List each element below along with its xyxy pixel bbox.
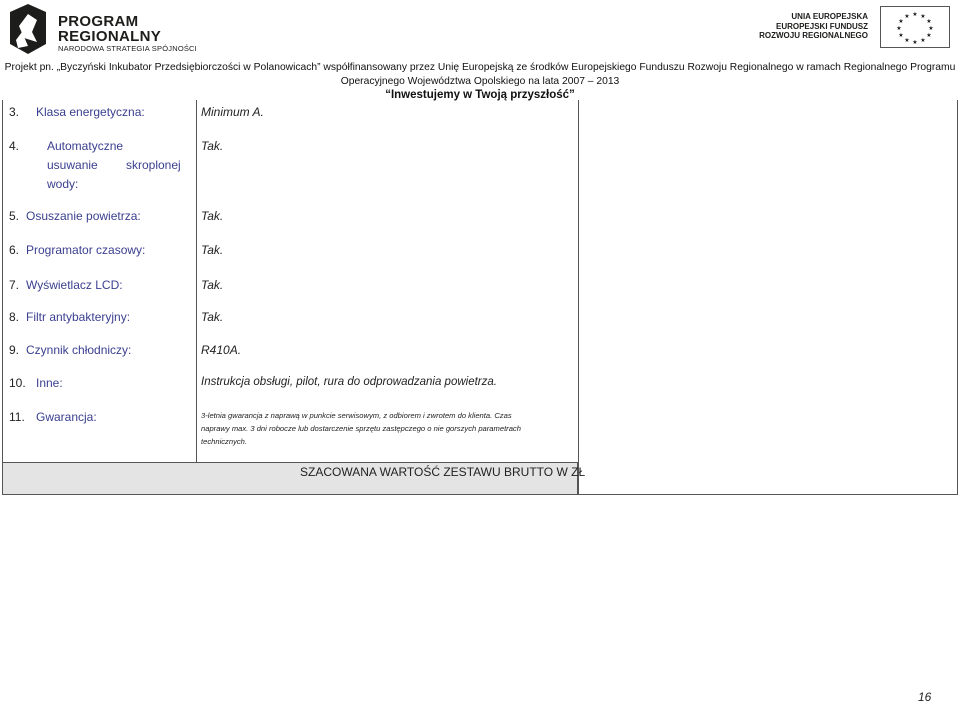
row-value: Instrukcja obsługi, pilot, rura do odprowadzania powietrza. bbox=[201, 376, 497, 388]
slogan: “Inwestujemy w Twoją przyszłość” bbox=[385, 89, 575, 101]
row-number: 7. bbox=[9, 278, 20, 292]
svg-text:★: ★ bbox=[926, 32, 932, 39]
row-number: 3. bbox=[9, 105, 20, 119]
row-number: 6. bbox=[9, 243, 20, 257]
table-divider-value bbox=[578, 100, 579, 495]
table-divider-label bbox=[196, 100, 197, 462]
row-label: Wyświetlacz LCD: bbox=[26, 278, 123, 292]
eu-logo-text: UNIA EUROPEJSKA EUROPEJSKI FUNDUSZ ROZWOJU REGIONALNEGO bbox=[759, 12, 868, 40]
svg-text:★: ★ bbox=[898, 18, 904, 25]
row-value: Tak. bbox=[201, 209, 224, 223]
row-value: Minimum A. bbox=[201, 105, 264, 119]
svg-text:★: ★ bbox=[896, 25, 902, 32]
svg-text:★: ★ bbox=[920, 13, 926, 20]
row-number: 10. bbox=[9, 376, 26, 390]
row-label: Czynnik chłodniczy: bbox=[26, 343, 132, 357]
page-number: 16 bbox=[918, 690, 932, 704]
table-border-left bbox=[2, 100, 3, 495]
row-label: Automatyczne bbox=[47, 139, 124, 153]
row-label: Klasa energetyczna: bbox=[36, 105, 145, 119]
svg-text:★: ★ bbox=[912, 11, 918, 18]
row-number: 8. bbox=[9, 310, 20, 324]
svg-text:★: ★ bbox=[926, 18, 932, 25]
svg-text:★: ★ bbox=[912, 39, 918, 46]
row-number: 11. bbox=[9, 410, 25, 424]
row-number: 9. bbox=[9, 343, 20, 357]
eu-flag-icon bbox=[880, 6, 950, 48]
svg-text:★: ★ bbox=[928, 25, 934, 32]
svg-text:★: ★ bbox=[898, 32, 904, 39]
strategy-logo-text: NARODOWA STRATEGIA SPÓJNOŚCI bbox=[58, 44, 197, 53]
row-number: 5. bbox=[9, 209, 20, 223]
project-description: Projekt pn. „Byczyński Inkubator Przedsiębiorczości w Polanowicach” współfinansowany przez Unię Europejską ze środków Europejskiego Funduszu Rozwoju Regionalnego w ramach Regionalnego Programu bbox=[4, 62, 956, 73]
table-border-bottom bbox=[578, 494, 958, 495]
row-value: Tak. bbox=[201, 243, 224, 257]
row-value: Tak. bbox=[201, 278, 224, 292]
svg-text:★: ★ bbox=[904, 13, 910, 20]
svg-text:★: ★ bbox=[904, 37, 910, 44]
program-regionalny-logo-icon bbox=[8, 2, 48, 56]
row-label: usuwanie bbox=[47, 158, 98, 172]
row-label: skroplonej bbox=[126, 158, 181, 172]
row-number: 4. bbox=[9, 139, 20, 153]
row-value: Tak. bbox=[201, 139, 224, 153]
row-label: Filtr antybakteryjny: bbox=[26, 310, 131, 324]
table-border-right bbox=[957, 100, 958, 495]
row-label: Inne: bbox=[36, 376, 63, 390]
svg-text:★: ★ bbox=[920, 37, 926, 44]
row-label: Programator czasowy: bbox=[26, 243, 146, 257]
project-description-line2: Operacyjnego Województwa Opolskiego na lata 2007 – 2013 bbox=[340, 76, 620, 87]
row-value: 3-letnia gwarancja z naprawą w punkcie serwisowym, z odbiorem i zwrotem do klienta. Czas naprawy max. 3 dni robocze lub dostarczenie sprzętu zastępczego o nie gorszych parametrach technicznych. bbox=[201, 411, 521, 446]
row-value: R410A. bbox=[201, 343, 242, 357]
row-value: Tak. bbox=[201, 310, 224, 324]
row-label: Osuszanie powietrza: bbox=[26, 209, 141, 223]
row-label: Gwarancja: bbox=[36, 410, 97, 424]
row-label: wody: bbox=[47, 177, 79, 191]
total-value-label: SZACOWANA WARTOŚĆ ZESTAWU BRUTTO W ZŁ bbox=[300, 465, 586, 479]
program-logo-text: PROGRAM REGIONALNY bbox=[58, 13, 162, 45]
